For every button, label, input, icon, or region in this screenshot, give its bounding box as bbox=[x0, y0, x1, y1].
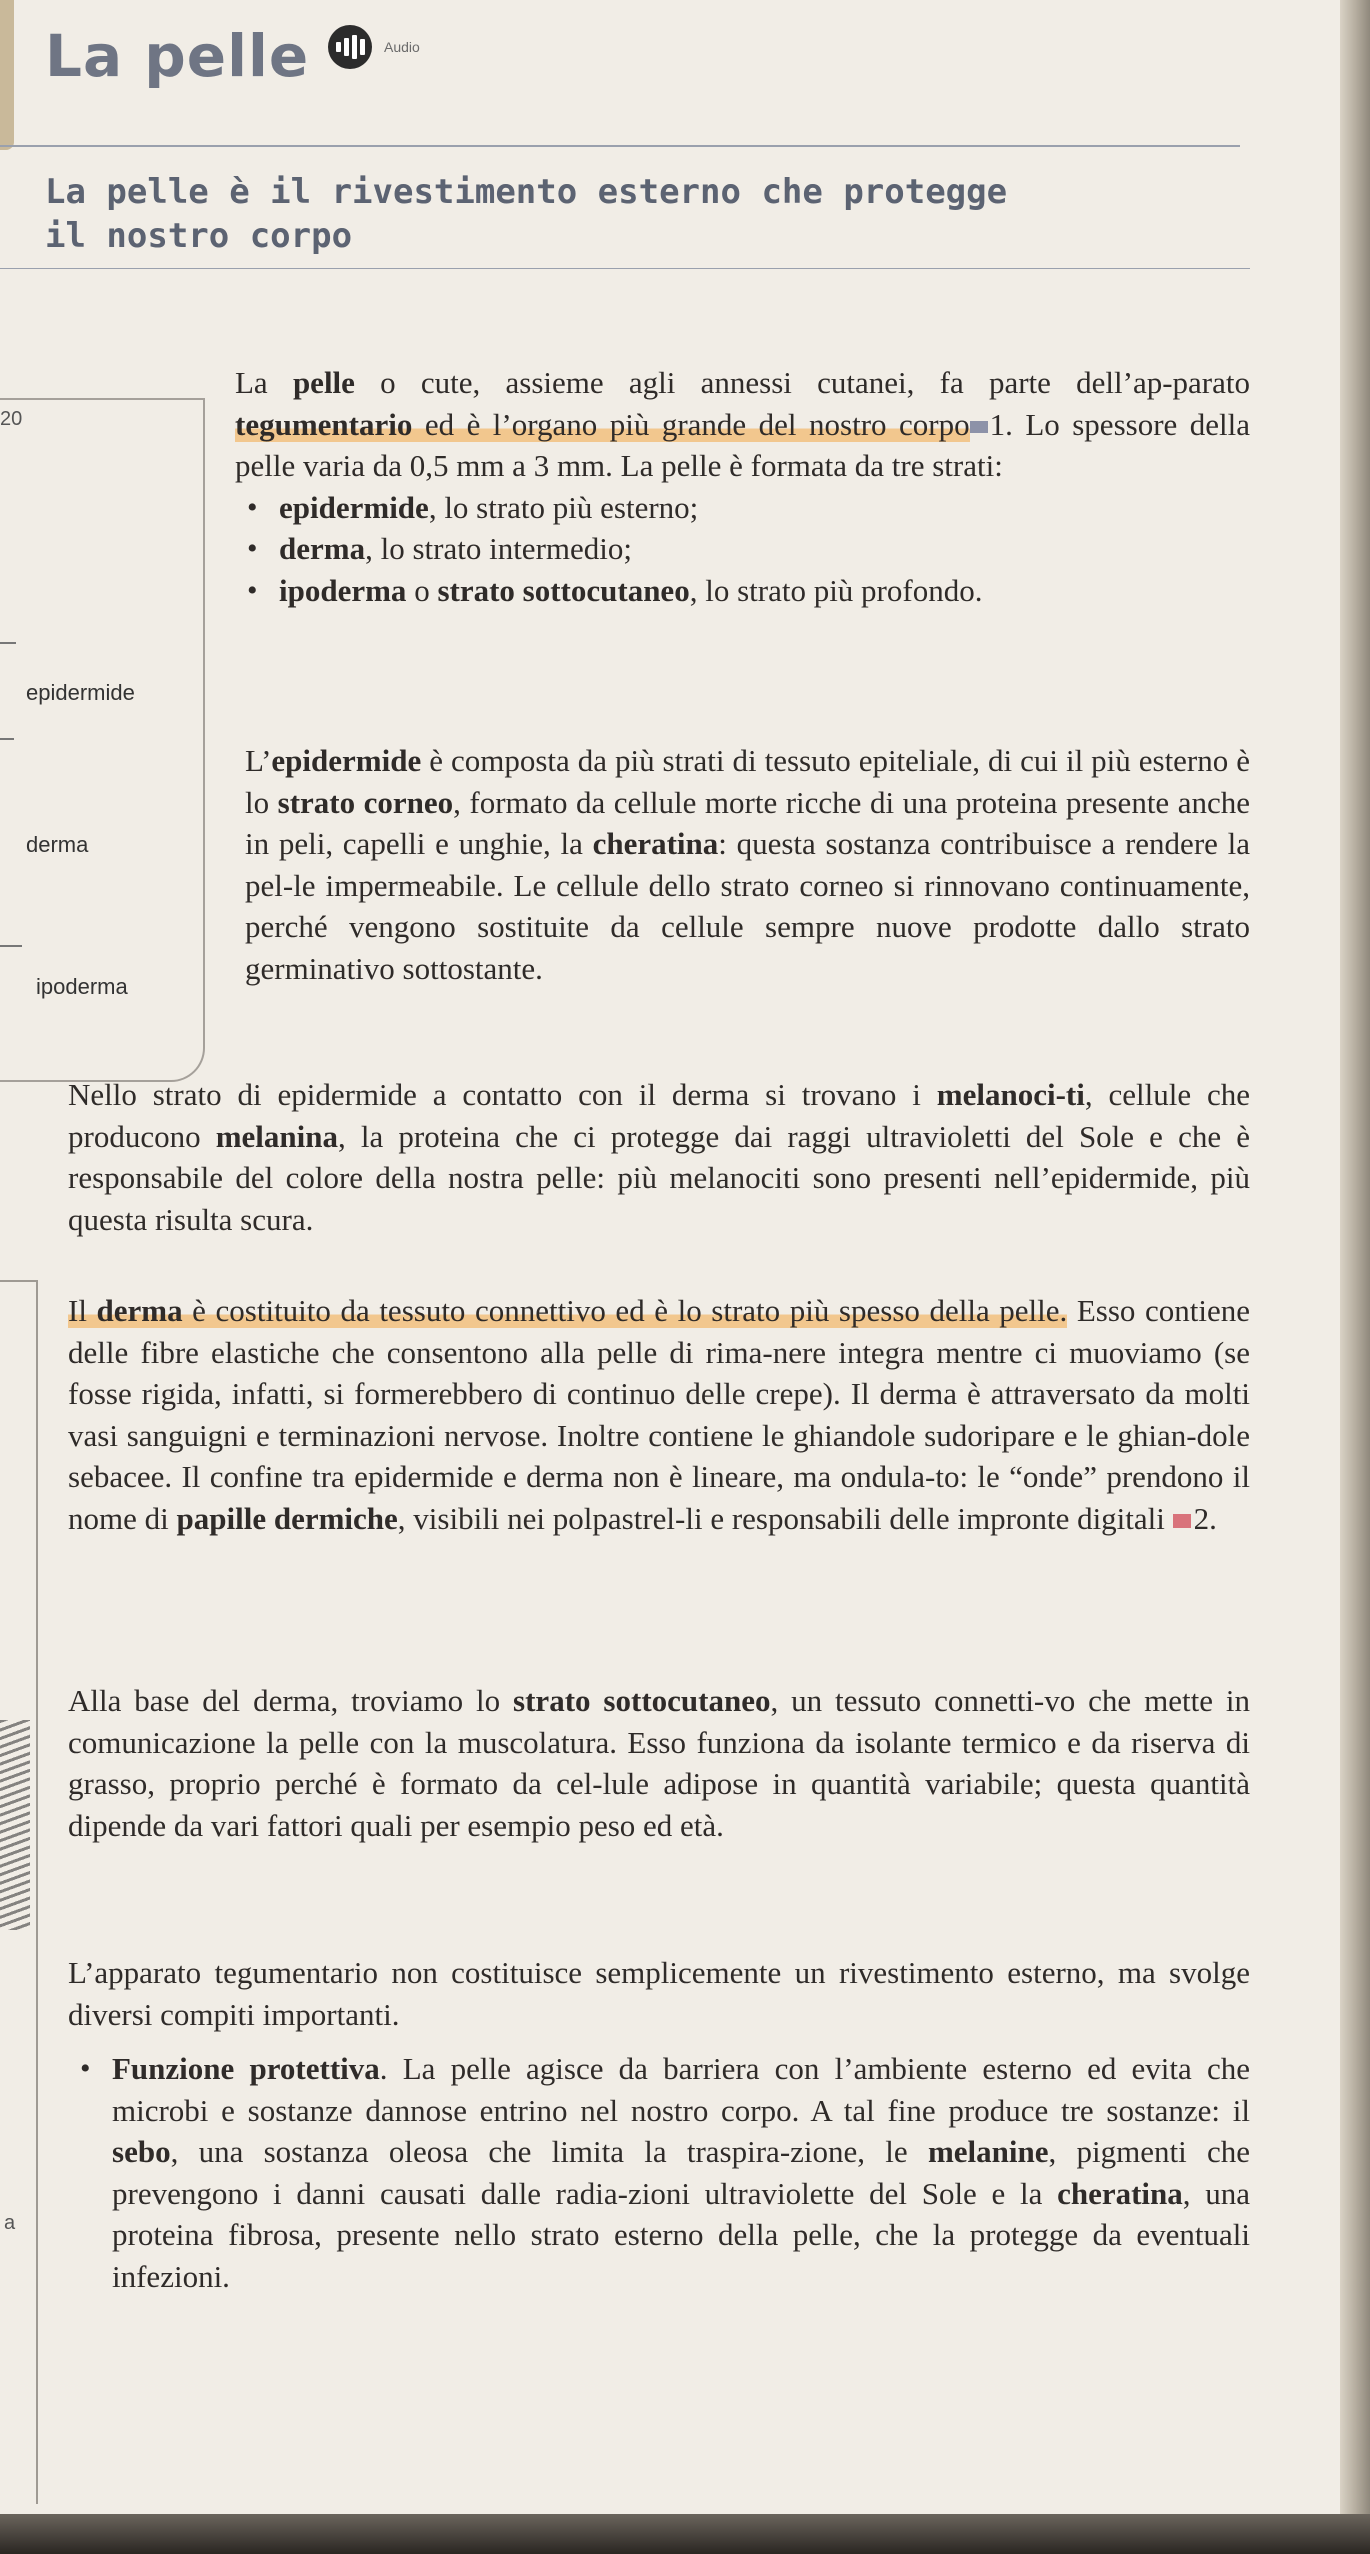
page-edge bbox=[1340, 0, 1370, 2554]
term-epidermide: epidermide bbox=[271, 743, 422, 778]
text: , formato da cellule morte ricche di una proteina presente anche in peli, capelli e unghie, la bbox=[245, 784, 1250, 861]
figure-label-ipoderma: ipoderma bbox=[36, 974, 128, 999]
text: , un tessuto connetti-vo che mette in comunicazione la pelle con la muscolatura. Esso funziona da isolante termico e da riserva di grasso, proprio perché è formato da cel-lule adipose in quantità variabile; questa quantità dipende da vari fattori quali per esempio peso ed età. bbox=[68, 1683, 1250, 1843]
skin-layers-figure bbox=[0, 398, 205, 1082]
text: : questa sostanza contribuisce a rendere la pel-le impermeabile. Le cellule dello strato corneo si rinnovano continuamente, perché vengono sostituite da cellule sempre nuove prodotte dallo strato germinativo sottostante. bbox=[245, 826, 1250, 986]
text: . bbox=[1209, 1500, 1217, 1536]
text: Alla base del derma, troviamo lo bbox=[68, 1683, 514, 1718]
chapter-tab bbox=[0, 0, 14, 150]
term-melanine: melanine bbox=[927, 2134, 1049, 2169]
term-cheratina: cheratina bbox=[592, 826, 719, 861]
intro-text-c: o cute, assieme agli annessi cutanei, fa parte dell’ap-parato bbox=[354, 365, 1250, 400]
term-derma: derma bbox=[279, 531, 366, 566]
page-title: La pelle bbox=[45, 22, 310, 90]
figure-number: 20 bbox=[0, 408, 23, 430]
text: L’ bbox=[245, 743, 272, 778]
list-item bbox=[80, 2048, 1250, 2297]
term-tegumentario: tegumentario bbox=[235, 406, 413, 442]
term-melanina: melanina bbox=[215, 1118, 339, 1154]
figure-label-derma: derma bbox=[26, 832, 89, 857]
header-rule-top bbox=[0, 145, 1240, 147]
term-pelle: pelle bbox=[292, 365, 355, 400]
derma-paragraph bbox=[68, 1290, 1250, 1539]
header-rule-bottom bbox=[0, 268, 1250, 269]
term-sebo: sebo bbox=[112, 2134, 171, 2169]
text: Nello strato di epidermide a contatto con il derma si trovano i bbox=[68, 1077, 937, 1112]
term-funzione-protettiva: Funzione protettiva bbox=[112, 2051, 380, 2086]
term-melanociti: melanoci-ti bbox=[936, 1077, 1085, 1112]
term-papille-dermiche: papille dermiche bbox=[176, 1500, 398, 1536]
figure-line-epidermide bbox=[0, 642, 16, 644]
figure-ref-marker bbox=[970, 421, 988, 433]
figure-ref-1[interactable]: 1 bbox=[989, 406, 1006, 442]
intro-paragraph bbox=[235, 362, 1250, 611]
fingerprint-image bbox=[0, 1720, 30, 1930]
term-strato-corneo: strato corneo bbox=[277, 784, 454, 820]
term-strato-sottocutaneo: strato sottocutaneo bbox=[437, 572, 690, 608]
text: Il bbox=[68, 1293, 97, 1328]
layer-desc: , lo strato più profondo. bbox=[689, 572, 983, 608]
figure-line-ipoderma bbox=[0, 945, 22, 947]
text: è composta da più strati di tessuto epiteliale, di cui il più esterno è lo bbox=[245, 743, 1250, 820]
text: , cellule che producono bbox=[68, 1077, 1251, 1154]
term-epidermide: epidermide bbox=[279, 489, 429, 525]
list-item bbox=[247, 528, 1250, 570]
layer-desc: , lo strato intermedio; bbox=[365, 531, 632, 566]
text: , visibili nei polpastrel-li e responsabili delle impronte digitali bbox=[397, 1500, 1173, 1536]
figure-line-derma bbox=[0, 738, 14, 740]
figure-label-epidermide: epidermide bbox=[26, 680, 135, 705]
text: , una sostanza oleosa che limita la traspira-zione, le bbox=[170, 2134, 928, 2169]
funzioni-list bbox=[80, 2048, 1250, 2297]
funzioni-intro: L’apparato tegumentario non costituisce semplicemente un rivestimento esterno, ma svolge diversi compiti importanti. bbox=[68, 1955, 1250, 2032]
term-cheratina: cheratina bbox=[1057, 2175, 1183, 2211]
text: , la proteina che ci protegge dai raggi ultravioletti del Sole e che è responsabile del colore della nostra pelle: più melanociti sono presenti nell’epidermide, più questa risulta scura. bbox=[68, 1118, 1250, 1237]
sottocutaneo-paragraph bbox=[68, 1680, 1250, 1846]
term-ipoderma: ipoderma bbox=[279, 572, 407, 608]
layer-mid: o bbox=[406, 572, 438, 608]
intro-text-a: La bbox=[235, 365, 293, 400]
layers-list bbox=[247, 487, 1250, 612]
section-subtitle: La pelle è il rivestimento esterno che protegge il nostro corpo bbox=[45, 172, 1008, 256]
lower-figure-letter: a bbox=[4, 2212, 16, 2234]
list-item bbox=[247, 487, 1250, 529]
speaker-icon bbox=[328, 25, 372, 69]
text: , pigmenti che prevengono i danni causati dalle radia-zioni ultraviolette del Sole e la bbox=[112, 2134, 1251, 2211]
audio-button[interactable] bbox=[328, 22, 420, 72]
melanociti-paragraph bbox=[68, 1074, 1250, 1240]
text: , una proteina fibrosa, presente nello strato esterno della pelle, che la protegge da eventuali infezioni. bbox=[112, 2175, 1250, 2294]
intro-text-f: . Lo spessore della pelle varia da 0,5 mm a 3 mm. La pelle è formata da tre strati: bbox=[235, 406, 1251, 483]
figure-ref-marker bbox=[1173, 1514, 1191, 1528]
figure-ref-2[interactable]: 2 bbox=[1193, 1500, 1210, 1536]
epidermide-paragraph bbox=[245, 740, 1250, 989]
term-strato-sottocutaneo: strato sottocutaneo bbox=[513, 1683, 771, 1718]
text: . La pelle agisce da barriera con l’ambiente esterno ed evita che microbi e sostanze dannose entrino nel nostro corpo. A tal fine produce tre sostanze: il bbox=[112, 2051, 1250, 2128]
term-derma: derma bbox=[96, 1293, 183, 1328]
text: Esso contiene delle fibre elastiche che consentono alla pelle di rima-nere integra mentre ci muoviamo (se fosse rigida, infatti, si formerebbero di continuo delle crepe). Il derma è attraversato da molti vasi sanguigni e terminazioni nervose. Inoltre contiene le ghiandole sudoripare e le ghian-dole sebacee. Il confine tra epidermide e derma non è lineare, ma ondula-to: le “onde” prendono il nome di bbox=[68, 1293, 1250, 1536]
text: è costituito da tessuto connettivo ed è lo strato più spesso della pelle. bbox=[182, 1293, 1068, 1328]
list-item bbox=[247, 570, 1250, 612]
intro-text-e: ed è l’organo più grande del nostro corpo bbox=[412, 406, 970, 442]
bottom-shadow bbox=[0, 2514, 1370, 2554]
audio-label: Audio bbox=[384, 39, 420, 55]
layer-desc: , lo strato più esterno; bbox=[428, 489, 699, 525]
